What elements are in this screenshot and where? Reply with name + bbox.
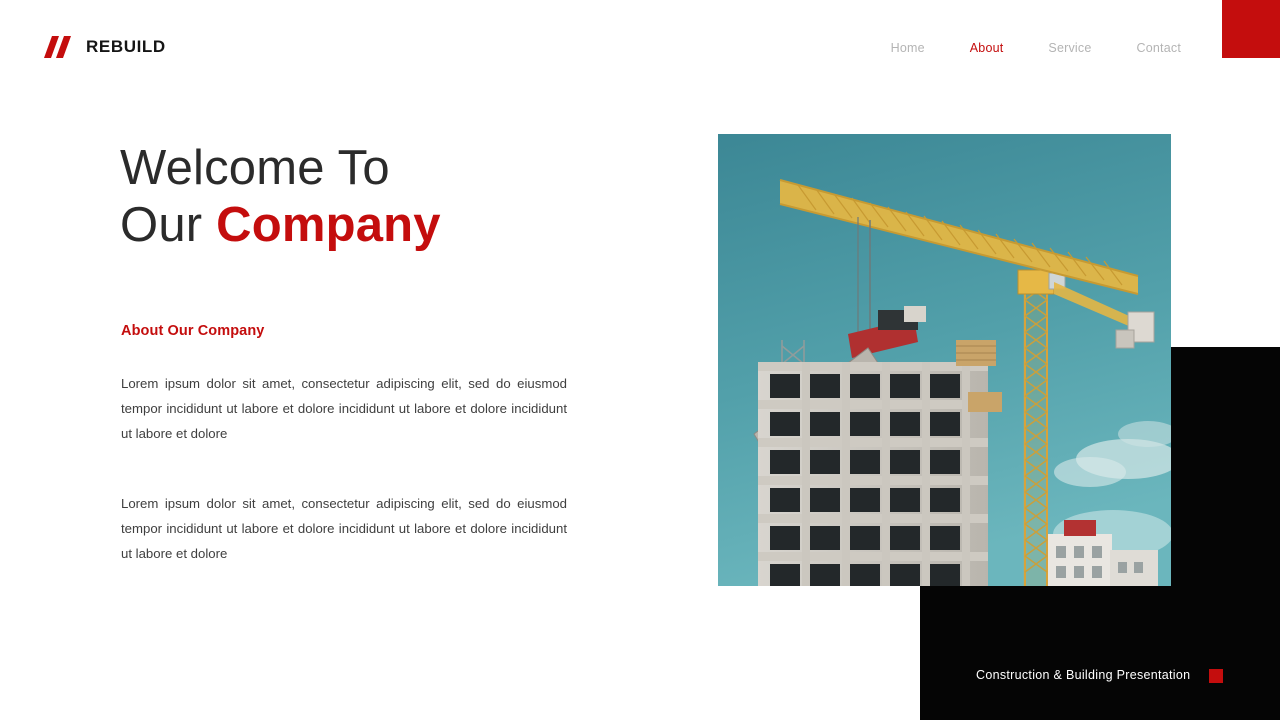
brand-logo-prefix: RE <box>86 37 111 56</box>
header <box>0 0 1280 100</box>
nav-item-service[interactable]: Service <box>1048 41 1092 55</box>
headline-line-2-accent: Company <box>216 198 441 252</box>
headline-line-2-plain: Our <box>120 198 217 252</box>
brand-logo-suffix: BUILD <box>110 37 166 56</box>
nav-item-about[interactable]: About <box>969 41 1004 55</box>
headline-line-1: Welcome To <box>120 141 390 195</box>
footer-block <box>920 586 1280 720</box>
brand-logo-text <box>86 37 166 57</box>
footer-caption: Construction & Building Presentation <box>976 668 1191 682</box>
double-slash-icon <box>46 36 74 58</box>
nav-item-home[interactable]: Home <box>890 41 925 55</box>
nav-item-contact[interactable]: Contact <box>1136 41 1181 55</box>
accent-block-upper <box>1171 347 1280 586</box>
page-title <box>120 140 441 254</box>
main-nav <box>891 41 1181 55</box>
construction-photo <box>718 134 1171 586</box>
section-subtitle: About Our Company <box>121 323 265 339</box>
brand-logo[interactable] <box>46 36 166 58</box>
body-paragraph-1: Lorem ipsum dolor sit amet, consectetur adipiscing elit, sed do eiusmod tempor incididunt ut labore et dolore incididunt ut labore et dolore incididunt ut labore et dolore <box>121 376 567 441</box>
square-marker-icon <box>1209 669 1223 683</box>
body-paragraph-2: Lorem ipsum dolor sit amet, consectetur adipiscing elit, sed do eiusmod tempor incididunt ut labore et dolore incididunt ut labore et dolore incididunt ut labore et dolore <box>121 496 567 561</box>
